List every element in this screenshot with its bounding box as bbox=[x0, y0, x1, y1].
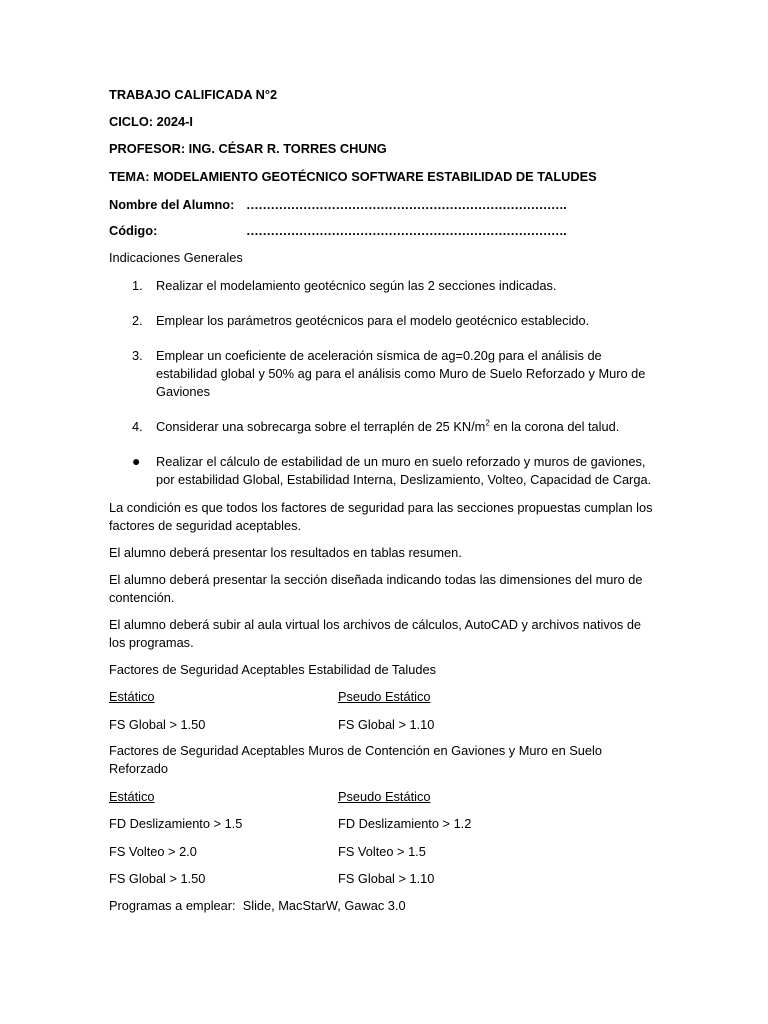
walls-pseudo-value: FS Global > 1.10 bbox=[338, 871, 435, 886]
walls-static-value: FS Global > 1.50 bbox=[109, 871, 206, 886]
assignment-title: TRABAJO CALIFICADA N°2 bbox=[109, 87, 278, 102]
list-item-number: 4. bbox=[132, 419, 143, 434]
walls-static-value: FS Volteo > 2.0 bbox=[109, 844, 197, 859]
paragraph: El alumno deberá presentar los resultados en tablas resumen. bbox=[109, 545, 462, 560]
list-item-text: Realizar el modelamiento geotécnico según las 2 secciones indicadas. bbox=[156, 278, 557, 293]
topic-line: TEMA: MODELAMIENTO GEOTÉCNICO SOFTWARE ESTABILIDAD DE TALUDES bbox=[109, 169, 597, 184]
slopes-pseudo-value: FS Global > 1.10 bbox=[338, 717, 435, 732]
code-label: Código: bbox=[109, 223, 158, 238]
cycle-line: CICLO: 2024-I bbox=[109, 114, 193, 129]
professor-line: PROFESOR: ING. CÉSAR R. TORRES CHUNG bbox=[109, 141, 387, 156]
instructions-heading: Indicaciones Generales bbox=[109, 250, 243, 265]
list-item-number: 2. bbox=[132, 313, 143, 328]
code-blank: ……………………………………………………………………. bbox=[246, 223, 567, 238]
slopes-heading: Factores de Seguridad Aceptables Estabilidad de Taludes bbox=[109, 662, 437, 677]
student-name-label: Nombre del Alumno: bbox=[109, 197, 235, 212]
surcharge-text-end: en la corona del talud. bbox=[489, 419, 620, 434]
student-name-blank: ……………………………………………………………………. bbox=[246, 197, 567, 212]
surcharge-text: Considerar una sobrecarga sobre el terraplén de 25 KN/m bbox=[156, 419, 486, 434]
list-item-text bbox=[156, 418, 660, 436]
walls-heading: Factores de Seguridad Aceptables Muros de Contención en Gaviones y Muro en Suelo Reforzado bbox=[109, 743, 602, 776]
walls-pseudo-value: FS Volteo > 1.5 bbox=[338, 844, 426, 859]
walls-pseudo-value: FD Deslizamiento > 1.2 bbox=[338, 816, 472, 831]
unit-exponent: 2 bbox=[485, 418, 490, 428]
list-item-text: Emplear los parámetros geotécnicos para el modelo geotécnico establecido. bbox=[156, 313, 590, 328]
bullet-icon: ● bbox=[132, 453, 141, 469]
paragraph: La condición es que todos los factores de seguridad para las secciones propuestas cumplan los factores de seguridad aceptables. bbox=[109, 500, 653, 533]
list-item-number: 1. bbox=[132, 278, 143, 293]
slopes-pseudo-header: Pseudo Estático bbox=[338, 689, 431, 704]
bullet-item-text: Realizar el cálculo de estabilidad de un muro en suelo reforzado y muros de gaviones, por estabilidad Global, Estabilidad Interna, Deslizamiento, Volteo, Capacidad de Carga. bbox=[156, 454, 652, 487]
paragraph: El alumno deberá subir al aula virtual los archivos de cálculos, AutoCAD y archivos nativos de los programas. bbox=[109, 617, 642, 650]
walls-static-header: Estático bbox=[109, 789, 155, 804]
walls-pseudo-header: Pseudo Estático bbox=[338, 789, 431, 804]
list-item-number: 3. bbox=[132, 348, 143, 363]
list-item-text: Emplear un coeficiente de aceleración sísmica de ag=0.20g para el análisis de estabilidad global y 50% ag para el análisis como Muro de Suelo Reforzado y Muro de Gaviones bbox=[156, 348, 646, 399]
walls-static-value: FD Deslizamiento > 1.5 bbox=[109, 816, 243, 831]
paragraph: El alumno deberá presentar la sección diseñada indicando todas las dimensiones del muro de contención. bbox=[109, 572, 643, 605]
slopes-static-value: FS Global > 1.50 bbox=[109, 717, 206, 732]
programs-line: Programas a emplear: Slide, MacStarW, Gawac 3.0 bbox=[109, 898, 406, 913]
slopes-static-header: Estático bbox=[109, 689, 155, 704]
